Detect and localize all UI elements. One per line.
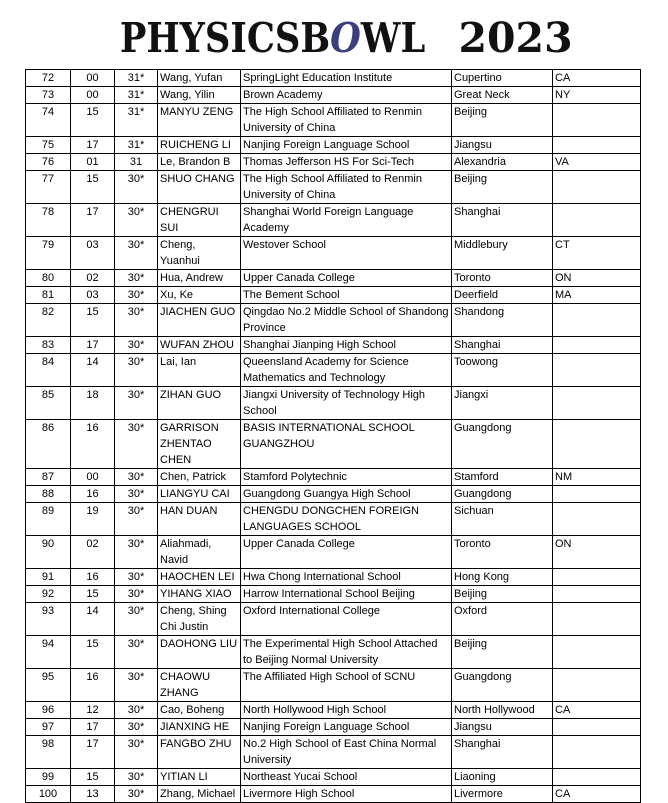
score-cell: 31*	[115, 87, 158, 104]
school-cell: Guangdong Guangya High School	[241, 486, 452, 503]
state-cell	[553, 137, 641, 154]
table-row	[26, 104, 641, 137]
grade-cell: 17	[71, 137, 115, 154]
school-cell: Shanghai World Foreign Language Academy	[241, 204, 452, 237]
student-name-cell: YITIAN LI	[158, 769, 241, 786]
score-cell: 30*	[115, 569, 158, 586]
student-name-cell: Aliahmadi, Navid	[158, 536, 241, 569]
city-cell: Guangdong	[452, 669, 553, 702]
grade-cell: 02	[71, 270, 115, 287]
grade-cell: 18	[71, 387, 115, 420]
table-row	[26, 171, 641, 204]
grade-cell: 12	[71, 702, 115, 719]
school-cell: Nanjing Foreign Language School	[241, 137, 452, 154]
city-cell: Hong Kong	[452, 569, 553, 586]
title-logo	[120, 12, 425, 64]
student-name-cell: Chen, Patrick	[158, 469, 241, 486]
rank-cell: 93	[26, 603, 71, 636]
rank-cell: 92	[26, 586, 71, 603]
student-name-cell: Cao, Boheng	[158, 702, 241, 719]
grade-cell: 16	[71, 486, 115, 503]
rank-cell: 77	[26, 171, 71, 204]
state-cell	[553, 503, 641, 536]
rank-cell: 80	[26, 270, 71, 287]
score-cell: 30*	[115, 586, 158, 603]
grade-cell: 15	[71, 586, 115, 603]
grade-cell: 17	[71, 719, 115, 736]
state-cell: ON	[553, 536, 641, 569]
student-name-cell: LIANGYU CAI	[158, 486, 241, 503]
student-name-cell: MANYU ZENG	[158, 104, 241, 137]
city-cell: Shandong	[452, 304, 553, 337]
school-cell: The Bement School	[241, 287, 452, 304]
score-cell: 30*	[115, 719, 158, 736]
score-cell: 31*	[115, 104, 158, 137]
student-name-cell: FANGBO ZHU	[158, 736, 241, 769]
table-row	[26, 87, 641, 104]
city-cell: Beijing	[452, 171, 553, 204]
rank-cell: 79	[26, 237, 71, 270]
school-cell: CHENGDU DONGCHEN FOREIGN LANGUAGES SCHOOL	[241, 503, 452, 536]
state-cell	[553, 171, 641, 204]
grade-cell: 16	[71, 420, 115, 469]
city-cell: Deerfield	[452, 287, 553, 304]
grade-cell: 13	[71, 786, 115, 803]
student-name-cell: HAOCHEN LEI	[158, 569, 241, 586]
state-cell	[553, 719, 641, 736]
score-cell: 30*	[115, 669, 158, 702]
grade-cell: 00	[71, 87, 115, 104]
rank-cell: 98	[26, 736, 71, 769]
rank-cell: 85	[26, 387, 71, 420]
title-prefix: PHYSICSB	[120, 14, 331, 62]
school-cell: North Hollywood High School	[241, 702, 452, 719]
city-cell: Middlebury	[452, 237, 553, 270]
grade-cell: 16	[71, 669, 115, 702]
table-row	[26, 304, 641, 337]
city-cell: Toronto	[452, 270, 553, 287]
table-row	[26, 702, 641, 719]
score-cell: 30*	[115, 304, 158, 337]
city-cell: Sichuan	[452, 503, 553, 536]
student-name-cell: Le, Brandon B	[158, 154, 241, 171]
table-row	[26, 469, 641, 486]
school-cell: Oxford International College	[241, 603, 452, 636]
school-cell: The Affiliated High School of SCNU	[241, 669, 452, 702]
table-row	[26, 769, 641, 786]
state-cell: CA	[553, 702, 641, 719]
school-cell: Northeast Yucai School	[241, 769, 452, 786]
grade-cell: 02	[71, 536, 115, 569]
table-row	[26, 354, 641, 387]
rank-cell: 76	[26, 154, 71, 171]
school-cell: Shanghai Jianping High School	[241, 337, 452, 354]
rank-cell: 72	[26, 70, 71, 87]
student-name-cell: Wang, Yufan	[158, 70, 241, 87]
grade-cell: 00	[71, 70, 115, 87]
city-cell: Stamford	[452, 469, 553, 486]
grade-cell: 17	[71, 736, 115, 769]
score-cell: 30*	[115, 469, 158, 486]
grade-cell: 14	[71, 354, 115, 387]
score-cell: 30*	[115, 387, 158, 420]
rank-cell: 83	[26, 337, 71, 354]
state-cell	[553, 636, 641, 669]
rank-cell: 89	[26, 503, 71, 536]
city-cell: Toowong	[452, 354, 553, 387]
student-name-cell: Cheng, Yuanhui	[158, 237, 241, 270]
student-name-cell: Hua, Andrew	[158, 270, 241, 287]
score-cell: 30*	[115, 769, 158, 786]
state-cell: CT	[553, 237, 641, 270]
grade-cell: 17	[71, 337, 115, 354]
table-row	[26, 337, 641, 354]
state-cell	[553, 204, 641, 237]
student-name-cell: RUICHENG LI	[158, 137, 241, 154]
rank-cell: 82	[26, 304, 71, 337]
city-cell: Alexandria	[452, 154, 553, 171]
rank-cell: 100	[26, 786, 71, 803]
score-cell: 31	[115, 154, 158, 171]
school-cell: Upper Canada College	[241, 536, 452, 569]
student-name-cell: GARRISON ZHENTAO CHEN	[158, 420, 241, 469]
table-row	[26, 137, 641, 154]
state-cell: CA	[553, 70, 641, 87]
student-name-cell: CHAOWU ZHANG	[158, 669, 241, 702]
school-cell: BASIS INTERNATIONAL SCHOOL GUANGZHOU	[241, 420, 452, 469]
score-cell: 30*	[115, 702, 158, 719]
table-row	[26, 786, 641, 803]
grade-cell: 15	[71, 104, 115, 137]
table-row	[26, 486, 641, 503]
table-row	[26, 719, 641, 736]
city-cell: Cupertino	[452, 70, 553, 87]
score-cell: 30*	[115, 486, 158, 503]
score-cell: 30*	[115, 337, 158, 354]
score-cell: 30*	[115, 736, 158, 769]
student-name-cell: YIHANG XIAO	[158, 586, 241, 603]
state-cell	[553, 337, 641, 354]
grade-cell: 17	[71, 204, 115, 237]
school-cell: Upper Canada College	[241, 270, 452, 287]
school-cell: Hwa Chong International School	[241, 569, 452, 586]
school-cell: Livermore High School	[241, 786, 452, 803]
score-cell: 31*	[115, 70, 158, 87]
city-cell: North Hollywood	[452, 702, 553, 719]
rank-cell: 73	[26, 87, 71, 104]
grade-cell: 15	[71, 171, 115, 204]
city-cell: Livermore	[452, 786, 553, 803]
state-cell: VA	[553, 154, 641, 171]
student-name-cell: Lai, Ian	[158, 354, 241, 387]
results-table	[25, 69, 641, 803]
rank-cell: 90	[26, 536, 71, 569]
grade-cell: 03	[71, 287, 115, 304]
rank-cell: 96	[26, 702, 71, 719]
student-name-cell: Cheng, Shing Chi Justin	[158, 603, 241, 636]
table-row	[26, 503, 641, 536]
rank-cell: 81	[26, 287, 71, 304]
rank-cell: 95	[26, 669, 71, 702]
school-cell: The High School Affiliated to Renmin University of China	[241, 104, 452, 137]
city-cell: Guangdong	[452, 420, 553, 469]
results-table-body	[26, 70, 641, 803]
rank-cell: 88	[26, 486, 71, 503]
school-cell: Qingdao No.2 Middle School of Shandong Province	[241, 304, 452, 337]
table-row	[26, 636, 641, 669]
state-cell	[553, 104, 641, 137]
score-cell: 30*	[115, 420, 158, 469]
grade-cell: 16	[71, 569, 115, 586]
page-title	[0, 12, 668, 64]
grade-cell: 14	[71, 603, 115, 636]
city-cell: Guangdong	[452, 486, 553, 503]
state-cell	[553, 354, 641, 387]
student-name-cell: ZIHAN GUO	[158, 387, 241, 420]
table-row	[26, 237, 641, 270]
grade-cell: 00	[71, 469, 115, 486]
state-cell: NY	[553, 87, 641, 104]
school-cell: The Experimental High School Attached to Beijing Normal University	[241, 636, 452, 669]
state-cell	[553, 586, 641, 603]
state-cell: NM	[553, 469, 641, 486]
table-row	[26, 603, 641, 636]
state-cell	[553, 387, 641, 420]
rank-cell: 91	[26, 569, 71, 586]
city-cell: Shanghai	[452, 736, 553, 769]
grade-cell: 19	[71, 503, 115, 536]
state-cell	[553, 486, 641, 503]
city-cell: Shanghai	[452, 204, 553, 237]
student-name-cell: DAOHONG LIU	[158, 636, 241, 669]
table-row	[26, 70, 641, 87]
table-row	[26, 154, 641, 171]
score-cell: 30*	[115, 786, 158, 803]
city-cell: Oxford	[452, 603, 553, 636]
score-cell: 30*	[115, 204, 158, 237]
city-cell: Shanghai	[452, 337, 553, 354]
rank-cell: 86	[26, 420, 71, 469]
score-cell: 30*	[115, 354, 158, 387]
score-cell: 30*	[115, 636, 158, 669]
school-cell: SpringLight Education Institute	[241, 70, 452, 87]
school-cell: Harrow International School Beijing	[241, 586, 452, 603]
school-cell: Nanjing Foreign Language School	[241, 719, 452, 736]
table-row	[26, 536, 641, 569]
grade-cell: 15	[71, 769, 115, 786]
city-cell: Jiangsu	[452, 137, 553, 154]
state-cell: MA	[553, 287, 641, 304]
student-name-cell: HAN DUAN	[158, 503, 241, 536]
state-cell	[553, 304, 641, 337]
grade-cell: 03	[71, 237, 115, 270]
rank-cell: 74	[26, 104, 71, 137]
score-cell: 30*	[115, 270, 158, 287]
state-cell: ON	[553, 270, 641, 287]
rank-cell: 94	[26, 636, 71, 669]
title-year: 2023	[458, 14, 573, 62]
school-cell: Westover School	[241, 237, 452, 270]
state-cell	[553, 420, 641, 469]
rank-cell: 87	[26, 469, 71, 486]
student-name-cell: WUFAN ZHOU	[158, 337, 241, 354]
table-row	[26, 287, 641, 304]
state-cell	[553, 736, 641, 769]
school-cell: No.2 High School of East China Normal University	[241, 736, 452, 769]
rank-cell: 78	[26, 204, 71, 237]
table-row	[26, 669, 641, 702]
city-cell: Beijing	[452, 636, 553, 669]
title-suffix: WL	[361, 14, 426, 62]
city-cell: Jiangsu	[452, 719, 553, 736]
table-row	[26, 736, 641, 769]
city-cell: Beijing	[452, 586, 553, 603]
table-row	[26, 387, 641, 420]
rank-cell: 97	[26, 719, 71, 736]
school-cell: The High School Affiliated to Renmin University of China	[241, 171, 452, 204]
city-cell: Great Neck	[452, 87, 553, 104]
city-cell: Liaoning	[452, 769, 553, 786]
city-cell: Beijing	[452, 104, 553, 137]
school-cell: Queensland Academy for Science Mathematics and Technology	[241, 354, 452, 387]
school-cell: Brown Academy	[241, 87, 452, 104]
student-name-cell: JIACHEN GUO	[158, 304, 241, 337]
table-row	[26, 586, 641, 603]
table-row	[26, 270, 641, 287]
student-name-cell: SHUO CHANG	[158, 171, 241, 204]
student-name-cell: CHENGRUI SUI	[158, 204, 241, 237]
city-cell: Jiangxi	[452, 387, 553, 420]
rank-cell: 84	[26, 354, 71, 387]
table-row	[26, 420, 641, 469]
score-cell: 30*	[115, 287, 158, 304]
table-row	[26, 204, 641, 237]
city-cell: Toronto	[452, 536, 553, 569]
grade-cell: 01	[71, 154, 115, 171]
score-cell: 30*	[115, 536, 158, 569]
score-cell: 30*	[115, 603, 158, 636]
score-cell: 30*	[115, 171, 158, 204]
rank-cell: 75	[26, 137, 71, 154]
student-name-cell: JIANXING HE	[158, 719, 241, 736]
score-cell: 30*	[115, 503, 158, 536]
state-cell: CA	[553, 786, 641, 803]
grade-cell: 15	[71, 304, 115, 337]
state-cell	[553, 569, 641, 586]
rank-cell: 99	[26, 769, 71, 786]
school-cell: Stamford Polytechnic	[241, 469, 452, 486]
state-cell	[553, 769, 641, 786]
student-name-cell: Wang, Yilin	[158, 87, 241, 104]
score-cell: 31*	[115, 137, 158, 154]
student-name-cell: Zhang, Michael	[158, 786, 241, 803]
school-cell: Thomas Jefferson HS For Sci-Tech	[241, 154, 452, 171]
table-row	[26, 569, 641, 586]
student-name-cell: Xu, Ke	[158, 287, 241, 304]
school-cell: Jiangxi University of Technology High School	[241, 387, 452, 420]
state-cell	[553, 669, 641, 702]
score-cell: 30*	[115, 237, 158, 270]
grade-cell: 15	[71, 636, 115, 669]
title-accent-letter: O	[330, 14, 362, 62]
state-cell	[553, 603, 641, 636]
